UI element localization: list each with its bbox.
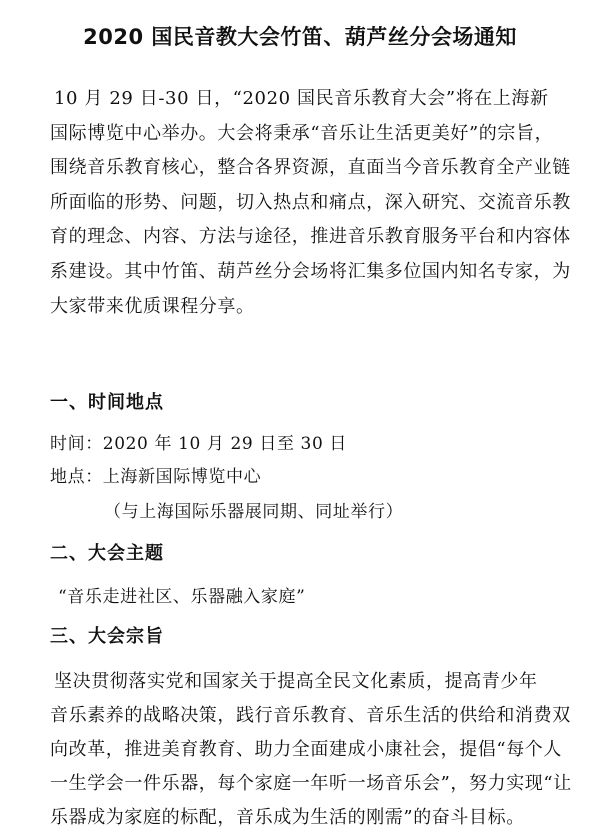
section-heading-theme: 二、大会主题 bbox=[50, 543, 164, 564]
conference-theme: “音乐走进社区、乐器融入家庭” bbox=[58, 587, 306, 607]
document-title: 2020 国民音教大会竹笛、葫芦丝分会场通知 bbox=[83, 25, 517, 49]
purpose-line: 音乐素养的战略决策，践行音乐教育、音乐生活的供给和消费双 bbox=[50, 705, 571, 726]
intro-line: 10 月 29 日-30 日，“2020 国民音乐教育大会”将在上海新 bbox=[54, 88, 549, 109]
event-place: 地点：上海新国际博览中心 bbox=[50, 467, 262, 487]
purpose-line: 坚决贯彻落实党和国家关于提高全民文化素质，提高青少年 bbox=[54, 671, 538, 692]
intro-line: 大家带来优质课程分享。 bbox=[50, 295, 255, 317]
event-time: 时间：2020 年 10 月 29 日至 30 日 bbox=[50, 434, 347, 454]
event-place-note: （与上海国际乐器展同期、同址举行） bbox=[104, 502, 404, 522]
intro-line: 育的理念、内容、方法与途径，推进音乐教育服务平台和内容体 bbox=[50, 226, 571, 248]
intro-line: 所面临的形势、问题，切入热点和痛点，深入研究、交流音乐教 bbox=[50, 191, 571, 213]
purpose-line: 向改革，推进美育教育、助力全面建成小康社会，提倡“每个人 bbox=[50, 739, 562, 760]
intro-line: 系建设。其中竹笛、葫芦丝分会场将汇集多位国内知名专家，为 bbox=[50, 260, 571, 282]
intro-line: 国际博览中心举办。大会将秉承“音乐让生活更美好”的宗旨， bbox=[50, 122, 554, 144]
section-heading-time-place: 一、时间地点 bbox=[50, 392, 164, 413]
section-heading-purpose: 三、大会宗旨 bbox=[50, 626, 164, 647]
intro-line: 围绕音乐教育核心，整合各界资源，直面当今音乐教育全产业链 bbox=[50, 157, 571, 179]
purpose-line: 一生学会一件乐器，每个家庭一年听一场音乐会”，努力实现“让 bbox=[50, 773, 572, 794]
purpose-line: 乐器成为家庭的标配，音乐成为生活的刚需”的奋斗目标。 bbox=[50, 807, 525, 828]
intro-paragraph bbox=[50, 82, 571, 324]
purpose-paragraph bbox=[50, 665, 572, 835]
